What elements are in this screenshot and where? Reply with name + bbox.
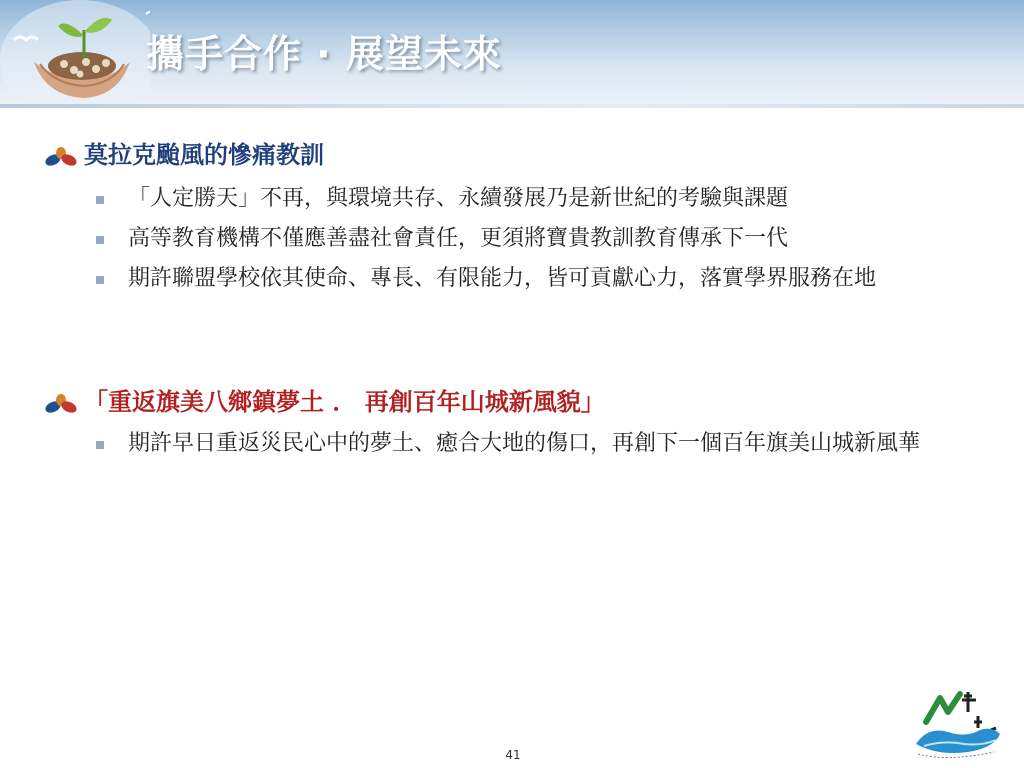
list-item-text: 期許聯盟學校依其使命、專長、有限能力，皆可貢獻心力，落實學界服務在地 xyxy=(128,266,877,291)
list-item xyxy=(96,184,986,214)
list-item xyxy=(96,224,986,254)
slide-title: 攜手合作 · 展望未來 xyxy=(146,32,502,76)
section-heading-text: 莫拉克颱風的慘痛教訓 xyxy=(84,141,324,169)
page-number: 41 xyxy=(505,748,521,762)
list-item-text: 高等教育機構不僅應善盡社會責任，更須將寶貴教訓教育傳承下一代 xyxy=(128,226,789,251)
list-item-text: 期許早日重返災民心中的夢土、癒合大地的傷口，再創下一個百年旗美山城新風華 xyxy=(128,431,921,456)
square-bullet-icon xyxy=(96,441,104,449)
header-divider xyxy=(0,104,1024,108)
square-bullet-icon xyxy=(96,276,104,284)
flower-bullet-icon xyxy=(44,146,78,168)
hands-holding-seedling-icon xyxy=(0,0,150,108)
flower-bullet-icon xyxy=(44,393,78,415)
square-bullet-icon xyxy=(96,236,104,244)
section-heading-text: 「重返旗美八鄉鎮夢土 ． 再創百年山城新風貌」 xyxy=(84,388,605,416)
list-item xyxy=(96,429,986,459)
list-item-text: 「人定勝天」不再，與環境共存、永續發展乃是新世紀的考驗與課題 xyxy=(128,186,789,211)
list-item xyxy=(96,264,986,294)
square-bullet-icon xyxy=(96,196,104,204)
mountain-logo-icon xyxy=(908,682,1008,762)
slide-header xyxy=(0,0,1024,108)
